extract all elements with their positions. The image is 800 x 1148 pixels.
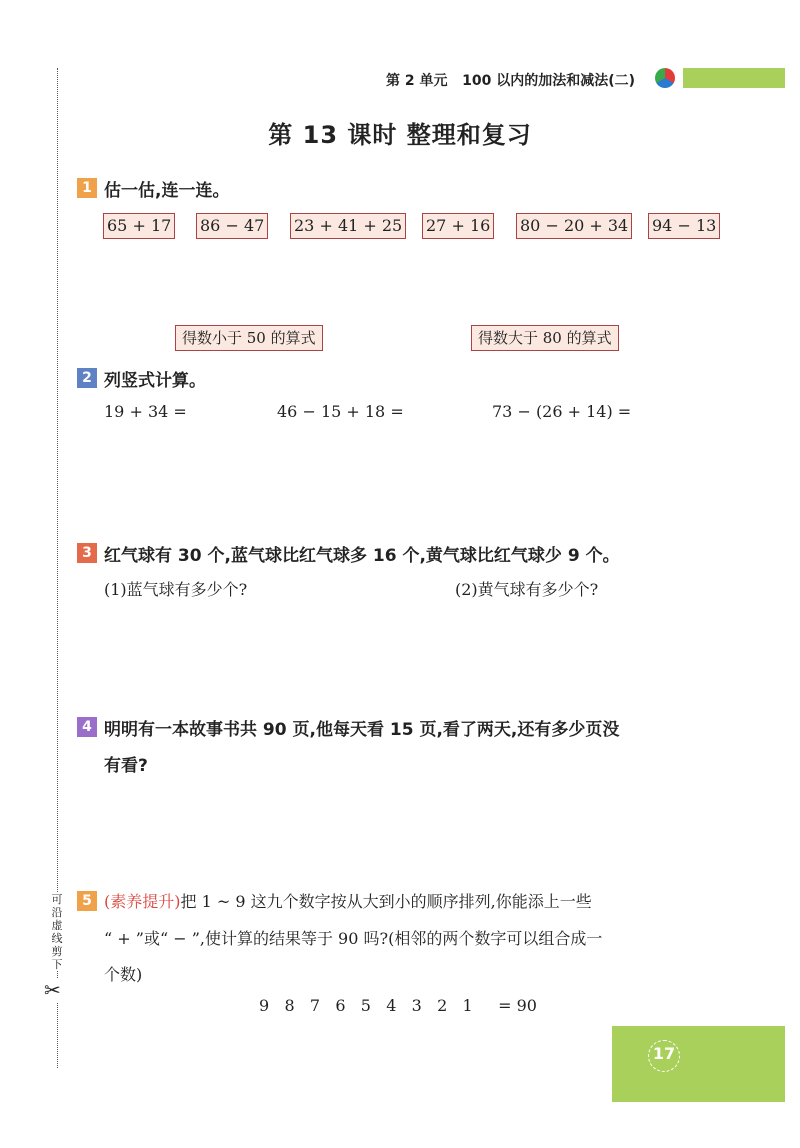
q5-prompt-line-3: 个数) bbox=[104, 965, 143, 984]
expression-card: 86 − 47 bbox=[196, 213, 268, 239]
question-number-5: 5 bbox=[77, 891, 97, 911]
unit-number: 第 2 单元 bbox=[386, 73, 448, 89]
q5-prompt-line-1 bbox=[104, 889, 592, 912]
calc-problem: 73 − (26 + 14) = bbox=[492, 402, 632, 421]
expression-card: 23 + 41 + 25 bbox=[290, 213, 406, 239]
unit-header bbox=[386, 70, 635, 90]
q2-prompt: 列竖式计算。 bbox=[104, 371, 206, 391]
number-sequence: 9 8 7 6 5 4 3 2 1 = 90 bbox=[259, 996, 537, 1015]
tricolor-ball-icon bbox=[655, 68, 675, 88]
expression-card: 94 − 13 bbox=[648, 213, 720, 239]
unit-title: 100 以内的加法和减法(二) bbox=[462, 73, 636, 89]
q4-prompt-line-1: 明明有一本故事书共 90 页,他每天看 15 页,看了两天,还有多少页没 bbox=[104, 720, 620, 740]
page-title: 第 13 课时 整理和复习 bbox=[268, 121, 532, 149]
expression-card: 65 + 17 bbox=[103, 213, 175, 239]
question-number-2: 2 bbox=[77, 368, 97, 388]
page-number: 17 bbox=[652, 1044, 676, 1063]
q5-tag: (素养提升) bbox=[104, 892, 181, 911]
q4-prompt-line-2: 有看? bbox=[104, 756, 148, 776]
expression-card: 80 − 20 + 34 bbox=[516, 213, 632, 239]
header-green-bar bbox=[683, 68, 785, 88]
q1-prompt: 估一估,连一连。 bbox=[104, 181, 230, 201]
category-label-greater-than-80: 得数大于 80 的算式 bbox=[471, 325, 619, 351]
calc-problem: 19 + 34 = bbox=[104, 402, 187, 421]
expression-card: 27 + 16 bbox=[422, 213, 494, 239]
question-number-4: 4 bbox=[77, 717, 97, 737]
q5-text: 把 1 ~ 9 这九个数字按从大到小的顺序排列,你能添上一些 bbox=[180, 892, 592, 911]
q3-prompt: 红气球有 30 个,蓝气球比红气球多 16 个,黄气球比红气球少 9 个。 bbox=[104, 546, 620, 566]
question-number-1: 1 bbox=[77, 178, 97, 198]
page-number-block bbox=[612, 1026, 785, 1102]
scissors-icon: ✂ bbox=[44, 978, 61, 1002]
category-label-less-than-50: 得数小于 50 的算式 bbox=[175, 325, 323, 351]
q3-subquestion-2: (2)黄气球有多少个? bbox=[455, 580, 599, 599]
cut-label: 可沿虚线剪下 bbox=[47, 893, 67, 971]
question-number-3: 3 bbox=[77, 543, 97, 563]
q5-prompt-line-2: “ + ”或“ − ”,使计算的结果等于 90 吗?(相邻的两个数字可以组合成一 bbox=[104, 929, 603, 948]
calc-problem: 46 − 15 + 18 = bbox=[277, 402, 404, 421]
q3-subquestion-1: (1)蓝气球有多少个? bbox=[104, 580, 248, 599]
